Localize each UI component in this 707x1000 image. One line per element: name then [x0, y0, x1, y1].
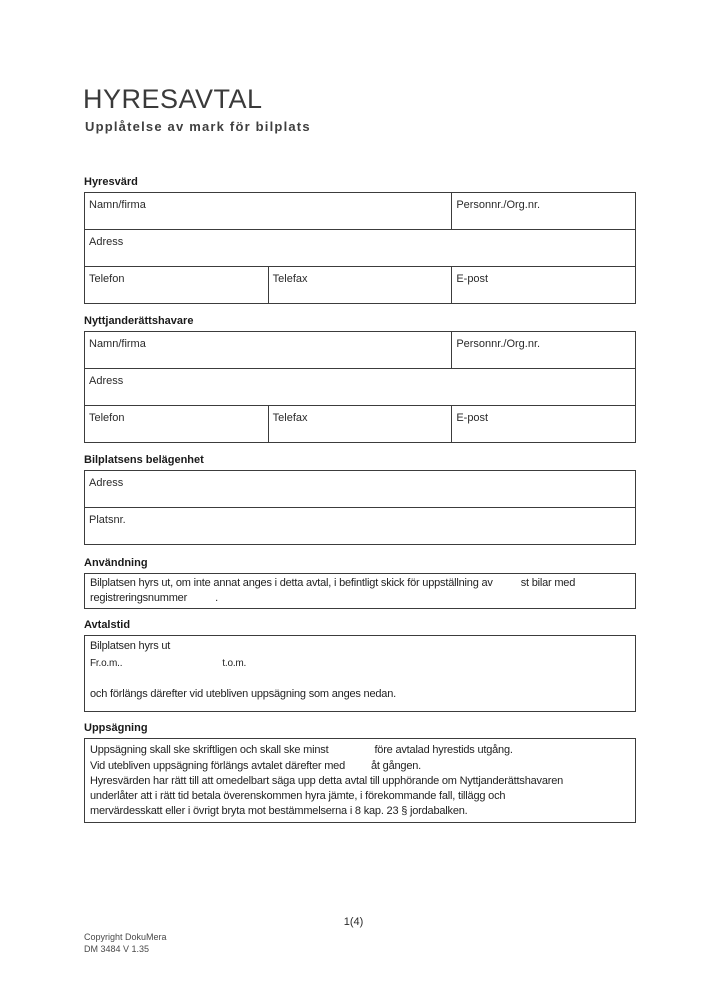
hyresvard-adress-field[interactable]: [85, 230, 636, 267]
bilplats-platsnr-field[interactable]: [85, 508, 636, 545]
nyttjande-epost-field[interactable]: [452, 406, 636, 443]
uppsagningstid-blank-field[interactable]: [328, 752, 374, 753]
hyresvard-namn-firma-field[interactable]: [85, 193, 452, 230]
nyttjande-adress-label: Adress: [89, 375, 124, 387]
from-label: Fr.o.m..: [90, 658, 123, 669]
avtalstid-box: [84, 635, 636, 712]
bilplats-adress-field[interactable]: [85, 471, 636, 508]
page-number: 1(4): [343, 916, 364, 928]
from-date-blank-field[interactable]: [122, 665, 222, 666]
section-bilplats-belagenhet: [84, 454, 636, 545]
hyresvard-telefax-field[interactable]: [268, 267, 452, 304]
anvandning-line1-suffix: st bilar med: [520, 577, 576, 589]
avtalstid-intro: Bilplatsen hyrs ut: [90, 640, 171, 652]
uppsagning-paragraph-line2: underlåter att i rätt tid betala överenskommen hyra jämte, i förekommande fall, tillägg och: [90, 790, 506, 802]
nyttjande-telefax-field[interactable]: [268, 406, 452, 443]
anvandning-line1-text: Bilplatsen hyrs ut, om inte annat anges i detta avtal, i befintligt skick för uppställning av: [90, 577, 493, 589]
section-uppsagning: [84, 722, 636, 823]
nyttjande-personnr-label: Personnr./Org.nr.: [456, 338, 541, 350]
hyresvard-personnr-field[interactable]: [452, 193, 636, 230]
hyresvard-telefon-field[interactable]: [85, 267, 269, 304]
anvandning-section-label: Användning: [84, 557, 148, 569]
uppsagning-line1-text: Uppsägning skall ske skriftligen och skall ske minst: [90, 744, 329, 756]
hyresvard-epost-label: E-post: [456, 273, 489, 285]
uppsagning-line2-text: Vid utebliven uppsägning förlängs avtalet därefter med: [90, 760, 346, 772]
section-avtalstid: [84, 619, 636, 712]
nyttjande-personnr-field[interactable]: [452, 332, 636, 369]
bilplats-adress-label: Adress: [89, 477, 124, 489]
uppsagning-paragraph-line3: mervärdesskatt eller i övrigt bryta mot bestämmelserna i 8 kap. 23 § jordabalken.: [90, 805, 468, 817]
avtalstid-section-label: Avtalstid: [84, 619, 131, 631]
nyttjande-epost-label: E-post: [456, 412, 489, 424]
footer-info: [84, 932, 167, 955]
uppsagning-line2: [90, 758, 630, 774]
document-subtitle: Upplåtelse av mark för bilplats: [85, 119, 311, 134]
nyttjande-telefon-field[interactable]: [85, 406, 269, 443]
uppsagning-section-label: Uppsägning: [84, 722, 148, 734]
hyresvard-namn-firma-label: Namn/firma: [89, 199, 146, 211]
nyttjande-namn-firma-label: Namn/firma: [89, 338, 146, 350]
antal-bilar-blank-field[interactable]: [493, 585, 521, 586]
anvandning-line2-suffix: .: [215, 592, 218, 604]
hyresvard-table: [84, 192, 636, 304]
copyright-text: Copyright DokuMera: [84, 932, 167, 942]
document-id: DM 3484 V 1.35: [84, 943, 150, 954]
anvandning-line1: [90, 576, 630, 591]
hyresvard-epost-field[interactable]: [452, 267, 636, 304]
nyttjande-adress-field[interactable]: [85, 369, 636, 406]
uppsagning-paragraph-line1: Hyresvärden har rätt till att omedelbart säga upp detta avtal till upphörande om Nyttjanderättshavaren: [90, 775, 564, 787]
document-title: HYRESAVTAL: [83, 84, 263, 114]
registreringsnummer-blank-field[interactable]: [187, 600, 215, 601]
tom-label: t.o.m.: [222, 658, 247, 669]
hyresvard-personnr-label: Personnr./Org.nr.: [456, 199, 541, 211]
avtalstid-outro: och förlängs därefter vid utebliven uppsägning som anges nedan.: [90, 688, 397, 700]
nyttjande-namn-firma-field[interactable]: [85, 332, 452, 369]
hyresvard-section-label: Hyresvärd: [84, 176, 138, 188]
nyttjanderattshavare-table: [84, 331, 636, 443]
nyttjanderattshavare-section-label: Nyttjanderättshavare: [84, 315, 194, 327]
section-hyresvard: [84, 176, 636, 304]
nyttjande-telefon-label: Telefon: [89, 412, 125, 424]
avtalstid-dates-line: [90, 657, 630, 670]
nyttjande-telefax-label: Telefax: [272, 412, 308, 424]
anvandning-line2: [90, 591, 630, 606]
uppsagning-line1: [90, 742, 630, 758]
hyresvard-telefon-label: Telefon: [89, 273, 125, 285]
bilplats-section-label: Bilplatsens belägenhet: [84, 454, 204, 466]
hyresvard-telefax-label: Telefax: [272, 273, 308, 285]
uppsagning-line1-suffix: före avtalad hyrestids utgång.: [374, 744, 513, 756]
anvandning-box: [84, 573, 636, 609]
section-anvandning: [84, 557, 636, 609]
bilplats-platsnr-label: Platsnr.: [89, 514, 126, 526]
anvandning-line2-text: registreringsnummer: [90, 592, 188, 604]
bilplats-table: [84, 470, 636, 545]
forlangningstid-blank-field[interactable]: [345, 768, 371, 769]
section-nyttjanderattshavare: [84, 315, 636, 443]
uppsagning-line2-suffix: åt gången.: [371, 760, 422, 772]
uppsagning-box: [84, 738, 636, 823]
hyresvard-adress-label: Adress: [89, 236, 124, 248]
